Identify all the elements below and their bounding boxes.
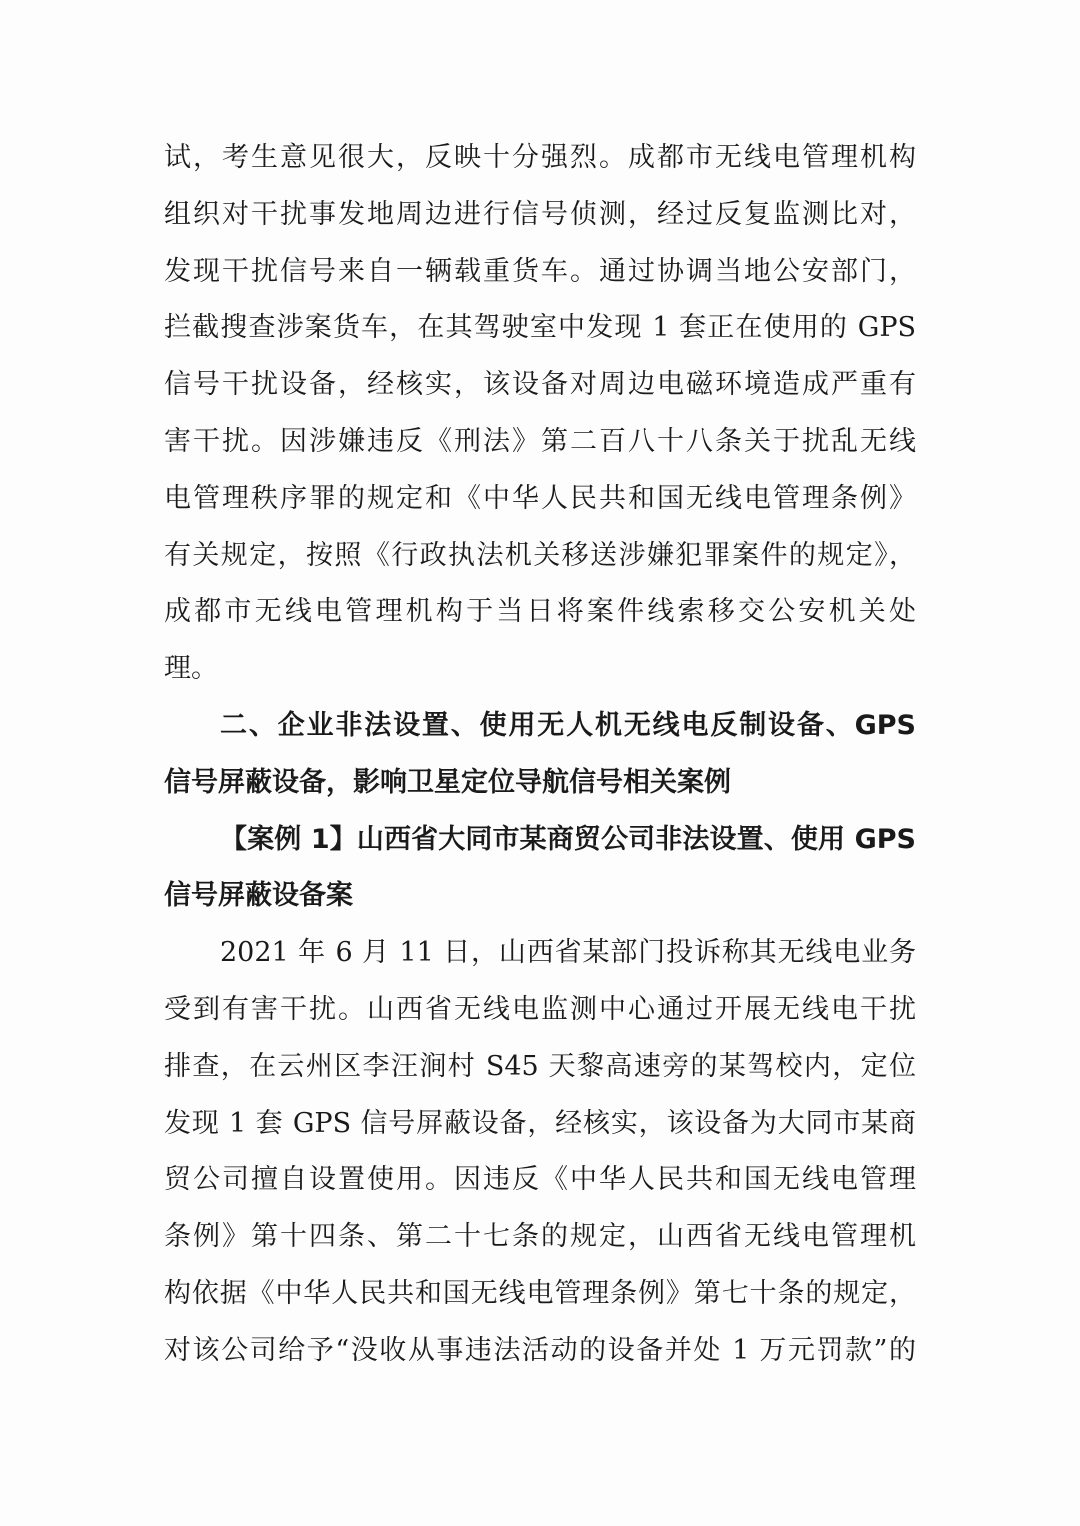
text-line: 构依据《中华人民共和国无线电管理条例》第七十条的规定， bbox=[164, 1277, 916, 1309]
text-line: 贸公司擅自设置使用。因违反《中华人民共和国无线电管理 bbox=[164, 1164, 916, 1196]
text-line: 拦截搜查涉案货车，在其驾驶室中发现 1 套正在使用的 GPS bbox=[164, 312, 916, 344]
text-line: 发现干扰信号来自一辆载重货车。通过协调当地公安部门， bbox=[164, 255, 916, 287]
text-line: 电管理秩序罪的规定和《中华人民共和国无线电管理条例》 bbox=[164, 482, 916, 514]
section-heading: 二、企业非法设置、使用无人机无线电反制设备、GPS bbox=[220, 709, 916, 741]
document-body bbox=[164, 130, 916, 1380]
text-line: 发现 1 套 GPS 信号屏蔽设备，经核实，该设备为大同市某商 bbox=[164, 1107, 916, 1139]
text-line: 信号干扰设备，经核实，该设备对周边电磁环境造成严重有 bbox=[164, 369, 916, 401]
text-line: 理。 bbox=[164, 653, 218, 685]
text-line: 对该公司给予“没收从事违法活动的设备并处 1 万元罚款”的 bbox=[164, 1334, 916, 1366]
text-line: 害干扰。因涉嫌违反《刑法》第二百八十八条关于扰乱无线 bbox=[164, 425, 916, 457]
text-line: 有关规定，按照《行政执法机关移送涉嫌犯罪案件的规定》， bbox=[164, 539, 916, 571]
text-line: 试，考生意见很大，反映十分强烈。成都市无线电管理机构 bbox=[164, 142, 916, 173]
text-line: 条例》第十四条、第二十七条的规定，山西省无线电管理机 bbox=[164, 1221, 916, 1253]
text-line: 成都市无线电管理机构于当日将案件线索移交公安机关处 bbox=[164, 596, 916, 628]
case-title: 信号屏蔽设备案 bbox=[164, 880, 353, 912]
section-heading: 信号屏蔽设备，影响卫星定位导航信号相关案例 bbox=[164, 766, 731, 798]
text-line: 受到有害干扰。山西省无线电监测中心通过开展无线电干扰 bbox=[164, 993, 916, 1025]
text-line: 排查，在云州区李汪涧村 S45 天黎高速旁的某驾校内，定位 bbox=[164, 1050, 916, 1082]
case-title: 【案例 1】山西省大同市某商贸公司非法设置、使用 GPS bbox=[220, 823, 916, 855]
text-line: 2021 年 6 月 11 日，山西省某部门投诉称其无线电业务 bbox=[220, 937, 916, 969]
text-line: 组织对干扰事发地周边进行信号侦测，经过反复监测比对， bbox=[164, 198, 916, 230]
